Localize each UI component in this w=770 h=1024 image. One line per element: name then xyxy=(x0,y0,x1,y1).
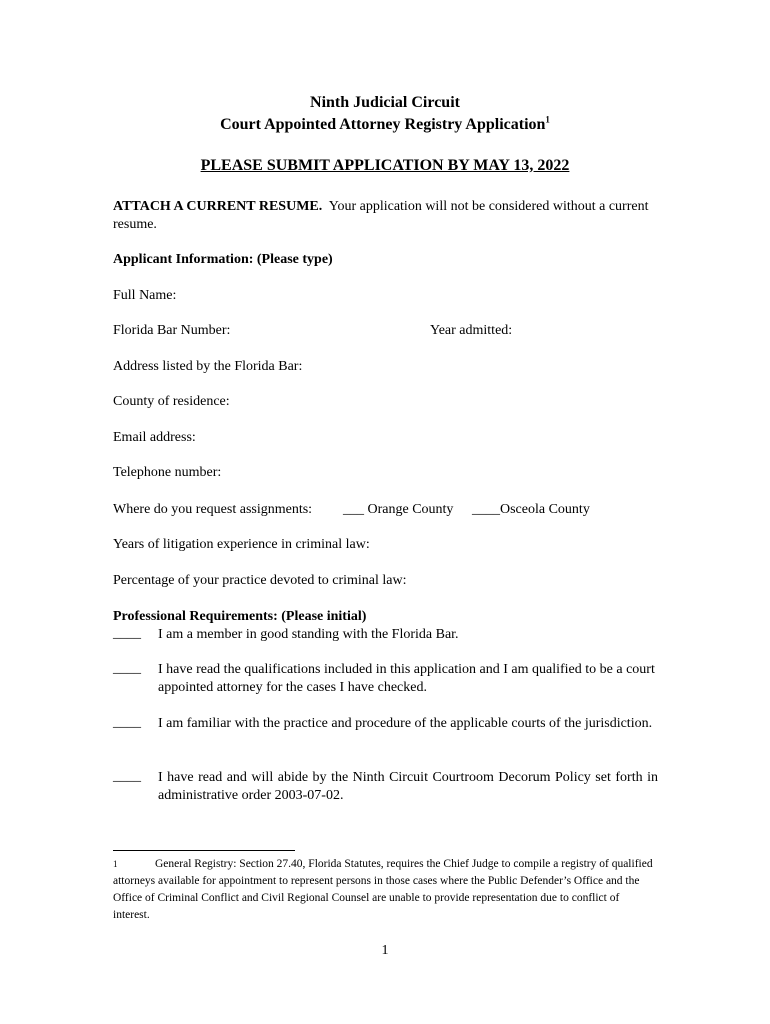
resume-notice-heading: ATTACH A CURRENT RESUME. xyxy=(113,199,323,214)
application-title xyxy=(0,116,770,134)
telephone-label: Telephone number: xyxy=(113,465,222,480)
bar-number-label: Florida Bar Number: xyxy=(113,323,231,338)
assignments-label: Where do you request assignments: xyxy=(113,502,313,517)
county-label: County of residence: xyxy=(113,394,230,409)
circuit-title: Ninth Judicial Circuit xyxy=(310,94,460,111)
requirement-initial-blank[interactable]: ____ xyxy=(113,715,141,730)
full-name-label: Full Name: xyxy=(113,288,177,303)
footnote xyxy=(113,856,658,924)
footnote-ref: 1 xyxy=(545,114,550,125)
requirement-item: I am familiar with the practice and procedure of the applicable courts of the jurisdiction. xyxy=(158,716,653,731)
resume-notice-text: Your application will not be considered without a current resume. xyxy=(113,199,652,232)
osceola-county-option[interactable]: ____Osceola County xyxy=(472,502,590,517)
practice-percentage-label: Percentage of your practice devoted to criminal law: xyxy=(113,573,407,588)
requirement-item: I have read the qualifications included in this application and I am qualified to be a court appointed attorney for the cases I have checked. xyxy=(158,662,655,695)
application-title-text: Court Appointed Attorney Registry Application xyxy=(220,116,546,133)
requirement-initial-blank[interactable]: ____ xyxy=(113,626,141,641)
footnote-divider xyxy=(113,850,295,851)
orange-county-option[interactable]: ___ Orange County xyxy=(343,502,454,517)
requirement-initial-blank[interactable]: ____ xyxy=(113,661,141,676)
address-label: Address listed by the Florida Bar: xyxy=(113,359,303,374)
email-label: Email address: xyxy=(113,430,196,445)
year-admitted-label: Year admitted: xyxy=(430,323,513,338)
footnote-text: General Registry: Section 27.40, Florida Statutes, requires the Chief Judge to compile a registry of qualified attorneys available for appointment to represent persons in those cases where the Public Defender’s Office and the Office of Criminal Conflict and Civil Regional Counsel are unable to provide representation due to conflict of interest. xyxy=(113,858,653,921)
footnote-marker: 1 xyxy=(113,859,118,869)
litigation-years-label: Years of litigation experience in criminal law: xyxy=(113,537,370,552)
submission-deadline: PLEASE SUBMIT APPLICATION BY MAY 13, 2022 xyxy=(200,157,570,174)
resume-notice xyxy=(113,198,658,234)
requirement-item: I am a member in good standing with the Florida Bar. xyxy=(158,627,459,642)
requirement-initial-blank[interactable]: ____ xyxy=(113,769,141,784)
page-number: 1 xyxy=(381,943,389,958)
requirements-heading: Professional Requirements: (Please initial) xyxy=(113,609,367,624)
requirement-item: I have read and will abide by the Ninth Circuit Courtroom Decorum Policy set forth in administrative order 2003-07-02. xyxy=(158,770,658,803)
applicant-info-heading: Applicant Information: (Please type) xyxy=(113,252,333,267)
